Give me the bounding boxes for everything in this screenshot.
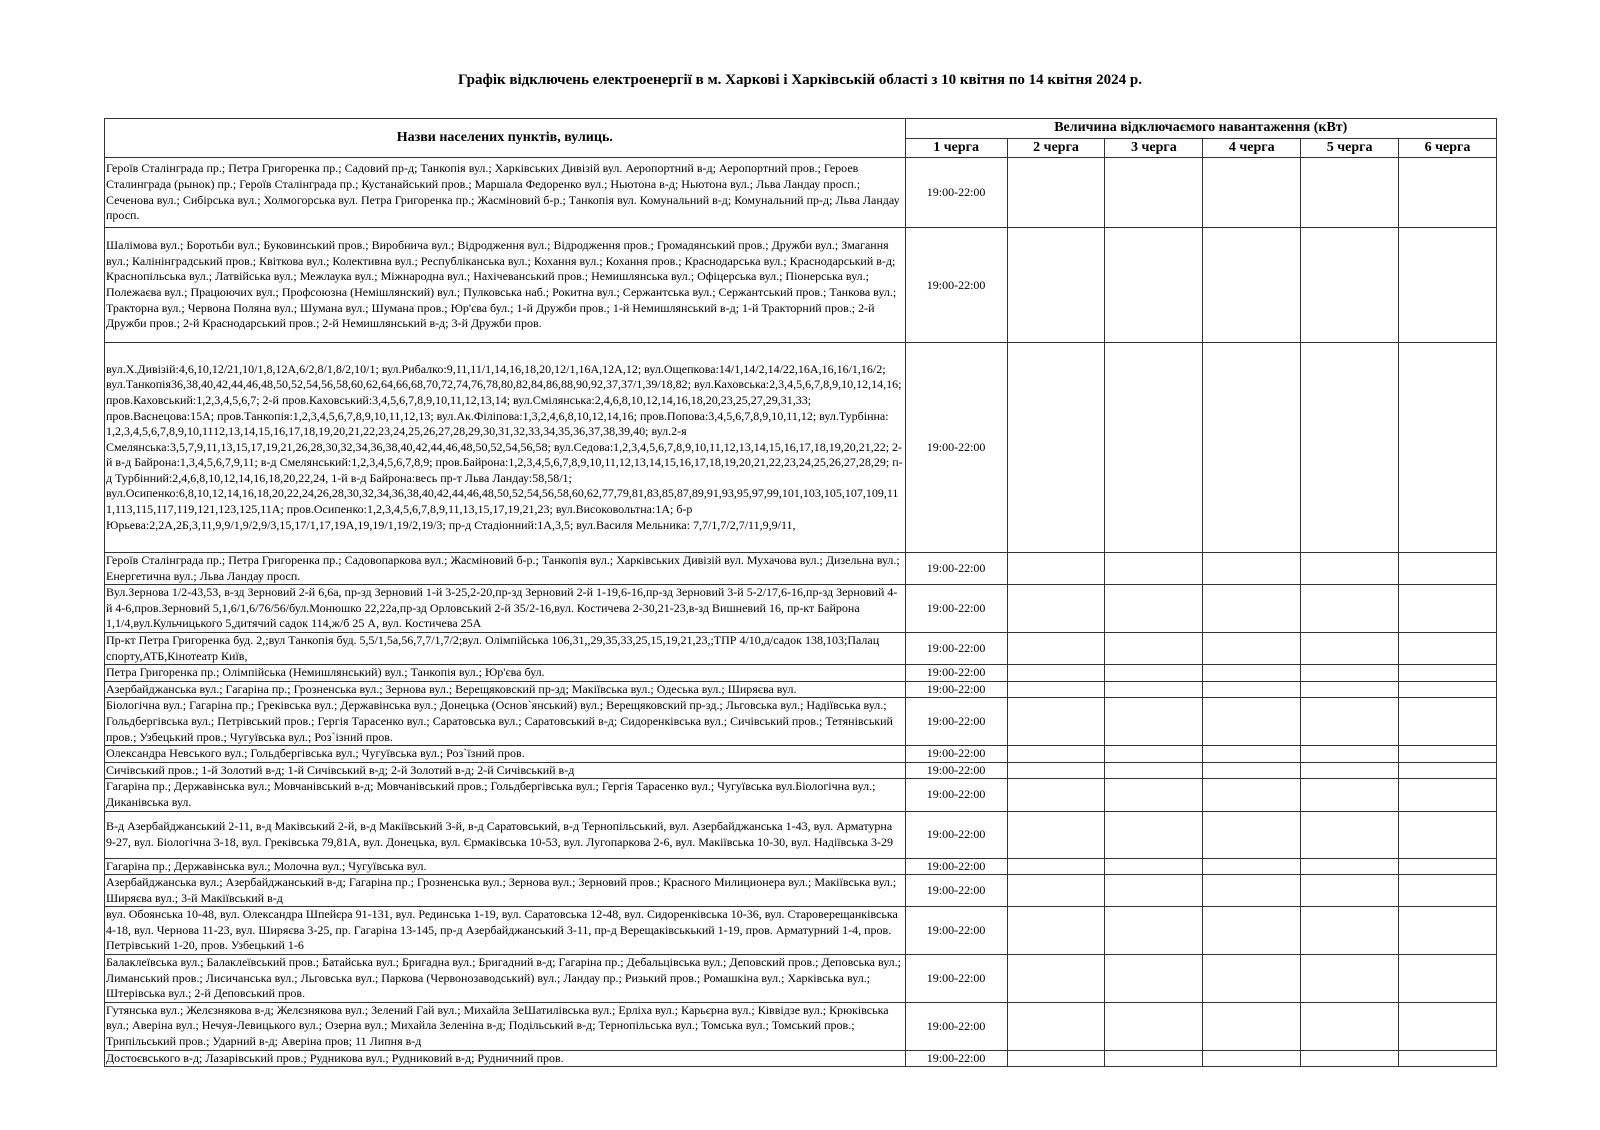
queue-3-cell [1105, 698, 1203, 746]
queue-4-cell [1203, 158, 1301, 228]
streets-cell: Біологічна вул.; Гагаріна пр.; Греківська вул.; Державінська вул.; Донецька (Основ`янський) вул.; Верещяковский пр-зд.; Льговська вул.; Надіївська вул.; Гольдбергівська вул.; Петрівський пров.; Гергія Тарасенко вул.; Саратовська вул.; Саратовський в-д; Сидоренківська вул.; Сичівський пров.; Тетянівський пров.; Узбецький пров.; Чугуївська вул.; Роз`ізний пров. [105, 698, 906, 746]
queue-6-cell [1399, 585, 1497, 633]
queue-5-cell [1301, 681, 1399, 698]
streets-cell: Петра Григоренка пр.; Олімпійська (Немишлянський) вул.; Танкопія вул.; Юр'єва бул. [105, 665, 906, 682]
header-queue-4: 4 черга [1203, 138, 1301, 158]
queue-2-cell [1007, 1050, 1105, 1067]
queue-2-cell [1007, 553, 1105, 585]
header-queue-1: 1 черга [905, 138, 1007, 158]
queue-1-time-cell: 19:00-22:00 [905, 585, 1007, 633]
table-row [105, 779, 1497, 811]
queue-5-cell [1301, 585, 1399, 633]
queue-2-cell [1007, 343, 1105, 553]
queue-2-cell [1007, 858, 1105, 875]
queue-5-cell [1301, 907, 1399, 955]
table-row [105, 762, 1497, 779]
table-row [105, 955, 1497, 1003]
queue-3-cell [1105, 762, 1203, 779]
queue-3-cell [1105, 585, 1203, 633]
streets-cell: Вул.Зернова 1/2-43,53, в-зд Зерновий 2-й 6,6а, пр-зд Зерновий 1-й 3-25,2-20,пр-зд Зерновий 2-й 1-19,6-16,пр-зд Зерновий 3-й 5-2/17,6-16,пр-зд Зерновий 4-й 4-6,пров.Зерновий 5,1,6/1,6/76/56/бул.Монюшко 22,22а,пр-зд Орловський 2-й 35/2-16,вул. Костичева 2-30,21-23,в-зд Вишневий 16, пр-кт Байрона 1,1/4,вул.Кульчицького 5,дитячий садок 114,ж/б 25 А, вул. Костичева 25А [105, 585, 906, 633]
queue-5-cell [1301, 553, 1399, 585]
queue-1-time-cell: 19:00-22:00 [905, 875, 1007, 907]
streets-cell: Пр-кт Петра Григоренка буд. 2,;вул Танкопія буд. 5,5/1,5а,56,7,7/1,7/2;вул. Олімпійська 106,31,,29,35,33,25,15,19,21,23,;ТПР 4/10,д/садок 138,103;Палац спорту,АТБ,Кінотеатр Київ, [105, 632, 906, 664]
queue-6-cell [1399, 779, 1497, 811]
streets-cell: Достоєвського в-д; Лазарівський пров.; Рудникова вул.; Рудниковий в-д; Рудничний пров. [105, 1050, 906, 1067]
table-row [105, 585, 1497, 633]
queue-1-time-cell: 19:00-22:00 [905, 779, 1007, 811]
queue-3-cell [1105, 228, 1203, 343]
queue-1-time-cell: 19:00-22:00 [905, 1050, 1007, 1067]
queue-1-time-cell: 19:00-22:00 [905, 228, 1007, 343]
queue-3-cell [1105, 746, 1203, 763]
queue-2-cell [1007, 907, 1105, 955]
outage-schedule-table [104, 118, 1497, 1067]
queue-6-cell [1399, 955, 1497, 1003]
queue-1-time-cell: 19:00-22:00 [905, 1002, 1007, 1050]
queue-4-cell [1203, 228, 1301, 343]
queue-4-cell [1203, 698, 1301, 746]
queue-6-cell [1399, 907, 1497, 955]
queue-2-cell [1007, 746, 1105, 763]
table-row [105, 858, 1497, 875]
queue-1-time-cell: 19:00-22:00 [905, 698, 1007, 746]
queue-5-cell [1301, 158, 1399, 228]
queue-2-cell [1007, 681, 1105, 698]
queue-5-cell [1301, 632, 1399, 664]
queue-5-cell [1301, 698, 1399, 746]
queue-5-cell [1301, 746, 1399, 763]
queue-2-cell [1007, 665, 1105, 682]
queue-1-time-cell: 19:00-22:00 [905, 858, 1007, 875]
queue-5-cell [1301, 779, 1399, 811]
table-row [105, 746, 1497, 763]
queue-2-cell [1007, 632, 1105, 664]
queue-5-cell [1301, 343, 1399, 553]
queue-1-time-cell: 19:00-22:00 [905, 907, 1007, 955]
queue-2-cell [1007, 811, 1105, 858]
table-row [105, 681, 1497, 698]
streets-cell: Героїв Сталінграда пр.; Петра Григоренка пр.; Садовопаркова вул.; Жасміновий б-р.; Танкопія вул.; Харківських Дивізій вул. Мухачова вул.; Дизельна вул.; Енергетична вул.; Льва Ландау просп. [105, 553, 906, 585]
queue-2-cell [1007, 779, 1105, 811]
queue-6-cell [1399, 875, 1497, 907]
queue-1-time-cell: 19:00-22:00 [905, 632, 1007, 664]
queue-3-cell [1105, 553, 1203, 585]
queue-4-cell [1203, 343, 1301, 553]
queue-1-time-cell: 19:00-22:00 [905, 158, 1007, 228]
table-row [105, 811, 1497, 858]
streets-cell: вул.Х.Дивізій:4,6,10,12/21,10/1,8,12А,6/2,8/1,8/2,10/1; вул.Рибалко:9,11,11/1,14,16,18,20,12/1,16А,12А,12; вул.Ощепкова:14/1,14/2,14/22,16А,16,16/1,16/2; вул.Танкопія36,38,40,42,44,46,48,50,52,54,56,58,60,62,64,66,68,70,72,74,76,78,80,82,84,86,88,90,92,37,37/1,39/18,82; вул.Каховська:2,3,4,5,6,7,8,9,10,12,14,16; пров.Каховський:1,2,3,4,5,6,7; 2-й пров.Каховський:3,4,5,6,7,8,9,10,11,12,13,14; вул.Смілянська:2,4,6,8,10,12,14,16,18,20,23,25,27,29,31,33; пров.Васнецова:15А; пров.Танкопія:1,2,3,4,5,6,7,8,9,10,11,12,13; вул.Ак.Філіпова:1,3,2,4,6,8,10,12,14,16; пров.Попова:3,4,5,6,7,8,9,10,11,12; вул.Турбінна: 1,2,3,4,5,6,7,8,9,10,1112,13,14,15,16,17,18,19,20,21,22,23,24,25,26,27,28,29,30,31,32,33,34,35,36,37,38,39,40; вул.2-я Смелянська:3,5,7,9,11,13,15,17,19,21,26,28,30,32,34,36,38,40,42,44,46,48,50,52,54,56,58; вул.Седова:1,2,3,4,5,6,7,8,9,10,11,12,13,14,15,16,17,18,19,20,21,22; 2-й в-д Байрона:1,3,4,5,6,7,9,11; в-д Смелянський:1,2,3,4,5,6,7,8,9; пров.Байрона:1,2,3,4,5,6,7,8,9,10,11,12,13,14,15,16,17,18,19,20,21,22,23,24,25,26,27,28,29; п-д Турбінний:2,4,6,8,10,12,14,16,18,20,22,24, 1-й в-д Байрона:весь пр-т Льва Ландау:58,58/1; вул.Осипенко:6,8,10,12,14,16,18,20,22,24,26,28,30,32,34,36,38,40,42,44,46,48,50,52,54,56,58,60,62,77,79,81,83,85,87,89,91,93,95,97,99,101,103,105,107,109,111,113,115,117,119,121,123,125,11А; пров.Осипенко:1,2,3,4,5,6,7,8,9,11,13,15,17,19,21,23; вул.Високовольтна:1А; б-р Юрьева:2,2А,2Б,3,11,9,9/1,9/2,9/3,15,17/1,17,19А,19,19/1,19/2,19/3; пр-д Стадіонний:1А,3,5; вул.Василя Мельника: 7,7/1,7/2,7/11,9,9/11, [105, 343, 906, 553]
queue-2-cell [1007, 228, 1105, 343]
queue-4-cell [1203, 858, 1301, 875]
queue-6-cell [1399, 762, 1497, 779]
queue-3-cell [1105, 665, 1203, 682]
queue-4-cell [1203, 632, 1301, 664]
queue-3-cell [1105, 632, 1203, 664]
queue-2-cell [1007, 762, 1105, 779]
queue-5-cell [1301, 1050, 1399, 1067]
queue-3-cell [1105, 1050, 1203, 1067]
header-queue-6: 6 черга [1399, 138, 1497, 158]
queue-1-time-cell: 19:00-22:00 [905, 665, 1007, 682]
streets-cell: Сичівський пров.; 1-й Золотий в-д; 1-й Сичівський в-д; 2-й Золотий в-д; 2-й Сичівський в-д [105, 762, 906, 779]
queue-6-cell [1399, 858, 1497, 875]
queue-6-cell [1399, 811, 1497, 858]
queue-1-time-cell: 19:00-22:00 [905, 955, 1007, 1003]
queue-5-cell [1301, 1002, 1399, 1050]
queue-3-cell [1105, 158, 1203, 228]
queue-6-cell [1399, 343, 1497, 553]
queue-4-cell [1203, 779, 1301, 811]
queue-6-cell [1399, 681, 1497, 698]
queue-3-cell [1105, 1002, 1203, 1050]
header-queue-3: 3 черга [1105, 138, 1203, 158]
queue-1-time-cell: 19:00-22:00 [905, 553, 1007, 585]
table-row [105, 158, 1497, 228]
queue-3-cell [1105, 875, 1203, 907]
queue-2-cell [1007, 1002, 1105, 1050]
queue-3-cell [1105, 955, 1203, 1003]
queue-2-cell [1007, 158, 1105, 228]
queue-5-cell [1301, 811, 1399, 858]
queue-3-cell [1105, 681, 1203, 698]
queue-3-cell [1105, 858, 1203, 875]
queue-6-cell [1399, 632, 1497, 664]
queue-6-cell [1399, 158, 1497, 228]
queue-6-cell [1399, 553, 1497, 585]
header-queue-5: 5 черга [1301, 138, 1399, 158]
queue-5-cell [1301, 762, 1399, 779]
queue-3-cell [1105, 811, 1203, 858]
queue-1-time-cell: 19:00-22:00 [905, 681, 1007, 698]
queue-5-cell [1301, 875, 1399, 907]
streets-cell: вул. Обоянська 10-48, вул. Олександра Шпейєра 91-131, вул. Рединська 1-19, вул. Саратовська 12-48, вул. Сидоренківська 10-36, вул. Староверещанківська 4-18, вул. Чернова 11-23, вул. Ширяєва 3-25, пр. Гагаріна 13-145, пр-д Азербайджанський 3-11, пр-д Верещаківськький 1-19, пров. Арматурний 1-4, пров. Петрівський 1-20, пров. Узбецький 1-6 [105, 907, 906, 955]
queue-4-cell [1203, 811, 1301, 858]
queue-2-cell [1007, 585, 1105, 633]
queue-1-time-cell: 19:00-22:00 [905, 762, 1007, 779]
queue-4-cell [1203, 762, 1301, 779]
queue-4-cell [1203, 553, 1301, 585]
streets-cell: Гагаріна пр.; Державінська вул.; Молочна вул.; Чугуївська вул. [105, 858, 906, 875]
queue-2-cell [1007, 698, 1105, 746]
streets-cell: Шалімова вул.; Боротьби вул.; Буковинський пров.; Виробнича вул.; Відродження вул.; Відродження пров.; Громадянський пров.; Дружби вул.; Змагання вул.; Калінінградський пров.; Квіткова вул.; Колективна вул.; Республіканська вул.; Кохання вул.; Кохання пров.; Краснодарська вул.; Краснодарський в-д; Краснопільська вул.; Латвійська вул.; Межлаука вул.; Міжнародна вул.; Нахічеванський пров.; Немишлянська вул.; Офіцерська вул.; Піонерська вул.; Полежаєва вул.; Працюючих вул.; Профсоюзна (Немішлянский) вул.; Пулковська наб.; Рокитна вул.; Сержантська вул.; Сержантський пров.; Танкова вул.; Тракторна вул.; Червона Поляна вул.; Шумана вул.; Шумана пров.; Юр'єва бул.; 1-й Дружби пров.; 1-й Немишлянський в-д; 1-й Тракторний пров.; 2-й Дружби пров.; 2-й Краснодарський пров.; 2-й Немишлянський в-д; 3-й Дружби пров. [105, 228, 906, 343]
queue-4-cell [1203, 1002, 1301, 1050]
header-queue-2: 2 черга [1007, 138, 1105, 158]
queue-4-cell [1203, 746, 1301, 763]
queue-2-cell [1007, 955, 1105, 1003]
table-row [105, 553, 1497, 585]
queue-4-cell [1203, 1050, 1301, 1067]
queue-1-time-cell: 19:00-22:00 [905, 343, 1007, 553]
streets-cell: Гутянська вул.; Желєзнякова в-д; Желєзнякова вул.; Зелений Гай вул.; Михайла ЗеШатилівська вул.; Ерліха вул.; Карьєрна вул.; Ківвідзе вул.; Крюківська вул.; Аверіна вул.; Нечуя-Левицького вул.; Озерна вул.; Михайла Зеленіна в-д; Подільський в-д; Тернопільська вул.; Томська вул.; Томський пров.; Трипільський пров.; Ударний в-д; Аверіна пров; 11 Липня в-д [105, 1002, 906, 1050]
queue-5-cell [1301, 955, 1399, 1003]
table-row [105, 1002, 1497, 1050]
queue-6-cell [1399, 1002, 1497, 1050]
queue-3-cell [1105, 779, 1203, 811]
document-title: Графік відключень електроенергії в м. Харкові і Харківській області з 10 квітня по 14 квітня 2024 р. [458, 72, 1142, 88]
queue-4-cell [1203, 585, 1301, 633]
table-row [105, 875, 1497, 907]
queue-5-cell [1301, 858, 1399, 875]
queue-4-cell [1203, 681, 1301, 698]
queue-1-time-cell: 19:00-22:00 [905, 811, 1007, 858]
table-row [105, 907, 1497, 955]
queue-2-cell [1007, 875, 1105, 907]
header-streets: Назви населених пунктів, вулиць. [105, 119, 906, 158]
header-load: Величина відключаємого навантаження (кВт) [905, 119, 1496, 139]
queue-6-cell [1399, 228, 1497, 343]
queue-1-time-cell: 19:00-22:00 [905, 746, 1007, 763]
queue-6-cell [1399, 1050, 1497, 1067]
queue-4-cell [1203, 955, 1301, 1003]
table-row [105, 228, 1497, 343]
streets-cell: Олександра Невського вул.; Гольдбергівська вул.; Чугуївська вул.; Роз`їзний пров. [105, 746, 906, 763]
streets-cell: Азербайджанська вул.; Азербайджанський в-д; Гагаріна пр.; Грозненська вул.; Зернова вул.; Зерновий пров.; Красного Милиционера вул.; Макіївська вул.; Ширяєва вул.; 3-й Макіївський в-д [105, 875, 906, 907]
queue-5-cell [1301, 228, 1399, 343]
queue-6-cell [1399, 665, 1497, 682]
queue-6-cell [1399, 698, 1497, 746]
streets-cell: Азербайджанська вул.; Гагаріна пр.; Грозненська вул.; Зернова вул.; Верещяковский пр-зд; Макіївська вул.; Одеська вул.; Ширяєва вул. [105, 681, 906, 698]
streets-cell: В-д Азербайджанський 2-11, в-д Маківський 2-й, в-д Макіївський 3-й, в-д Саратовський, в-д Тернопільський, вул. Азербайджанська 1-43, вул. Арматурна 9-27, вул. Біологічна 3-18, вул. Греківська 79,81А, вул. Донецька, вул. Єрмаківська 10-53, вул. Лугопаркова 2-6, вул. Макіївська 10-30, вул. Надіївська 3-29 [105, 811, 906, 858]
queue-6-cell [1399, 746, 1497, 763]
table-row [105, 698, 1497, 746]
table-row [105, 1050, 1497, 1067]
table-row [105, 632, 1497, 664]
table-row [105, 343, 1497, 553]
table-row [105, 665, 1497, 682]
streets-cell: Героїв Сталінграда пр.; Петра Григоренка пр.; Садовий пр-д; Танкопія вул.; Харківських Дивізій вул. Аеропортний в-д; Аеропортний пров.; Героев Сталинграда (рынок) пр.; Героїв Сталінграда пр.; Кустанайський пров.; Маршала Федоренко вул.; Ньютона в-д; Ньютона вул.; Льва Ландау просп.; Сеченова вул.; Сибірська вул.; Холмогорська вул. Петра Григоренка пр.; Жасміновий б-р.; Танкопія вул. Комунальний в-д; Комунальний пр-д; Льва Ландау просп. [105, 158, 906, 228]
queue-3-cell [1105, 343, 1203, 553]
queue-4-cell [1203, 665, 1301, 682]
streets-cell: Балаклеївська вул.; Балаклеївський пров.; Батайська вул.; Бригадна вул.; Бригадний в-д; Гагаріна пр.; Дебальцівська вул.; Деповский пров.; Деповська вул.; Лиманський пров.; Лисичанська вул.; Льговська вул.; Паркова (Червонозаводський) вул.; Ландау пр.; Ризький пров.; Ромашкіна вул.; Харківська вул.; Штерівська вул.; 2-й Деповський пров. [105, 955, 906, 1003]
queue-4-cell [1203, 907, 1301, 955]
streets-cell: Гагаріна пр.; Державінська вул.; Мовчанівський в-д; Мовчанівський пров.; Гольдбергівська вул.; Гергія Тарасенко вул.; Чугуївська вул.Біологічна вул.; Диканівська вул. [105, 779, 906, 811]
queue-4-cell [1203, 875, 1301, 907]
queue-5-cell [1301, 665, 1399, 682]
queue-3-cell [1105, 907, 1203, 955]
